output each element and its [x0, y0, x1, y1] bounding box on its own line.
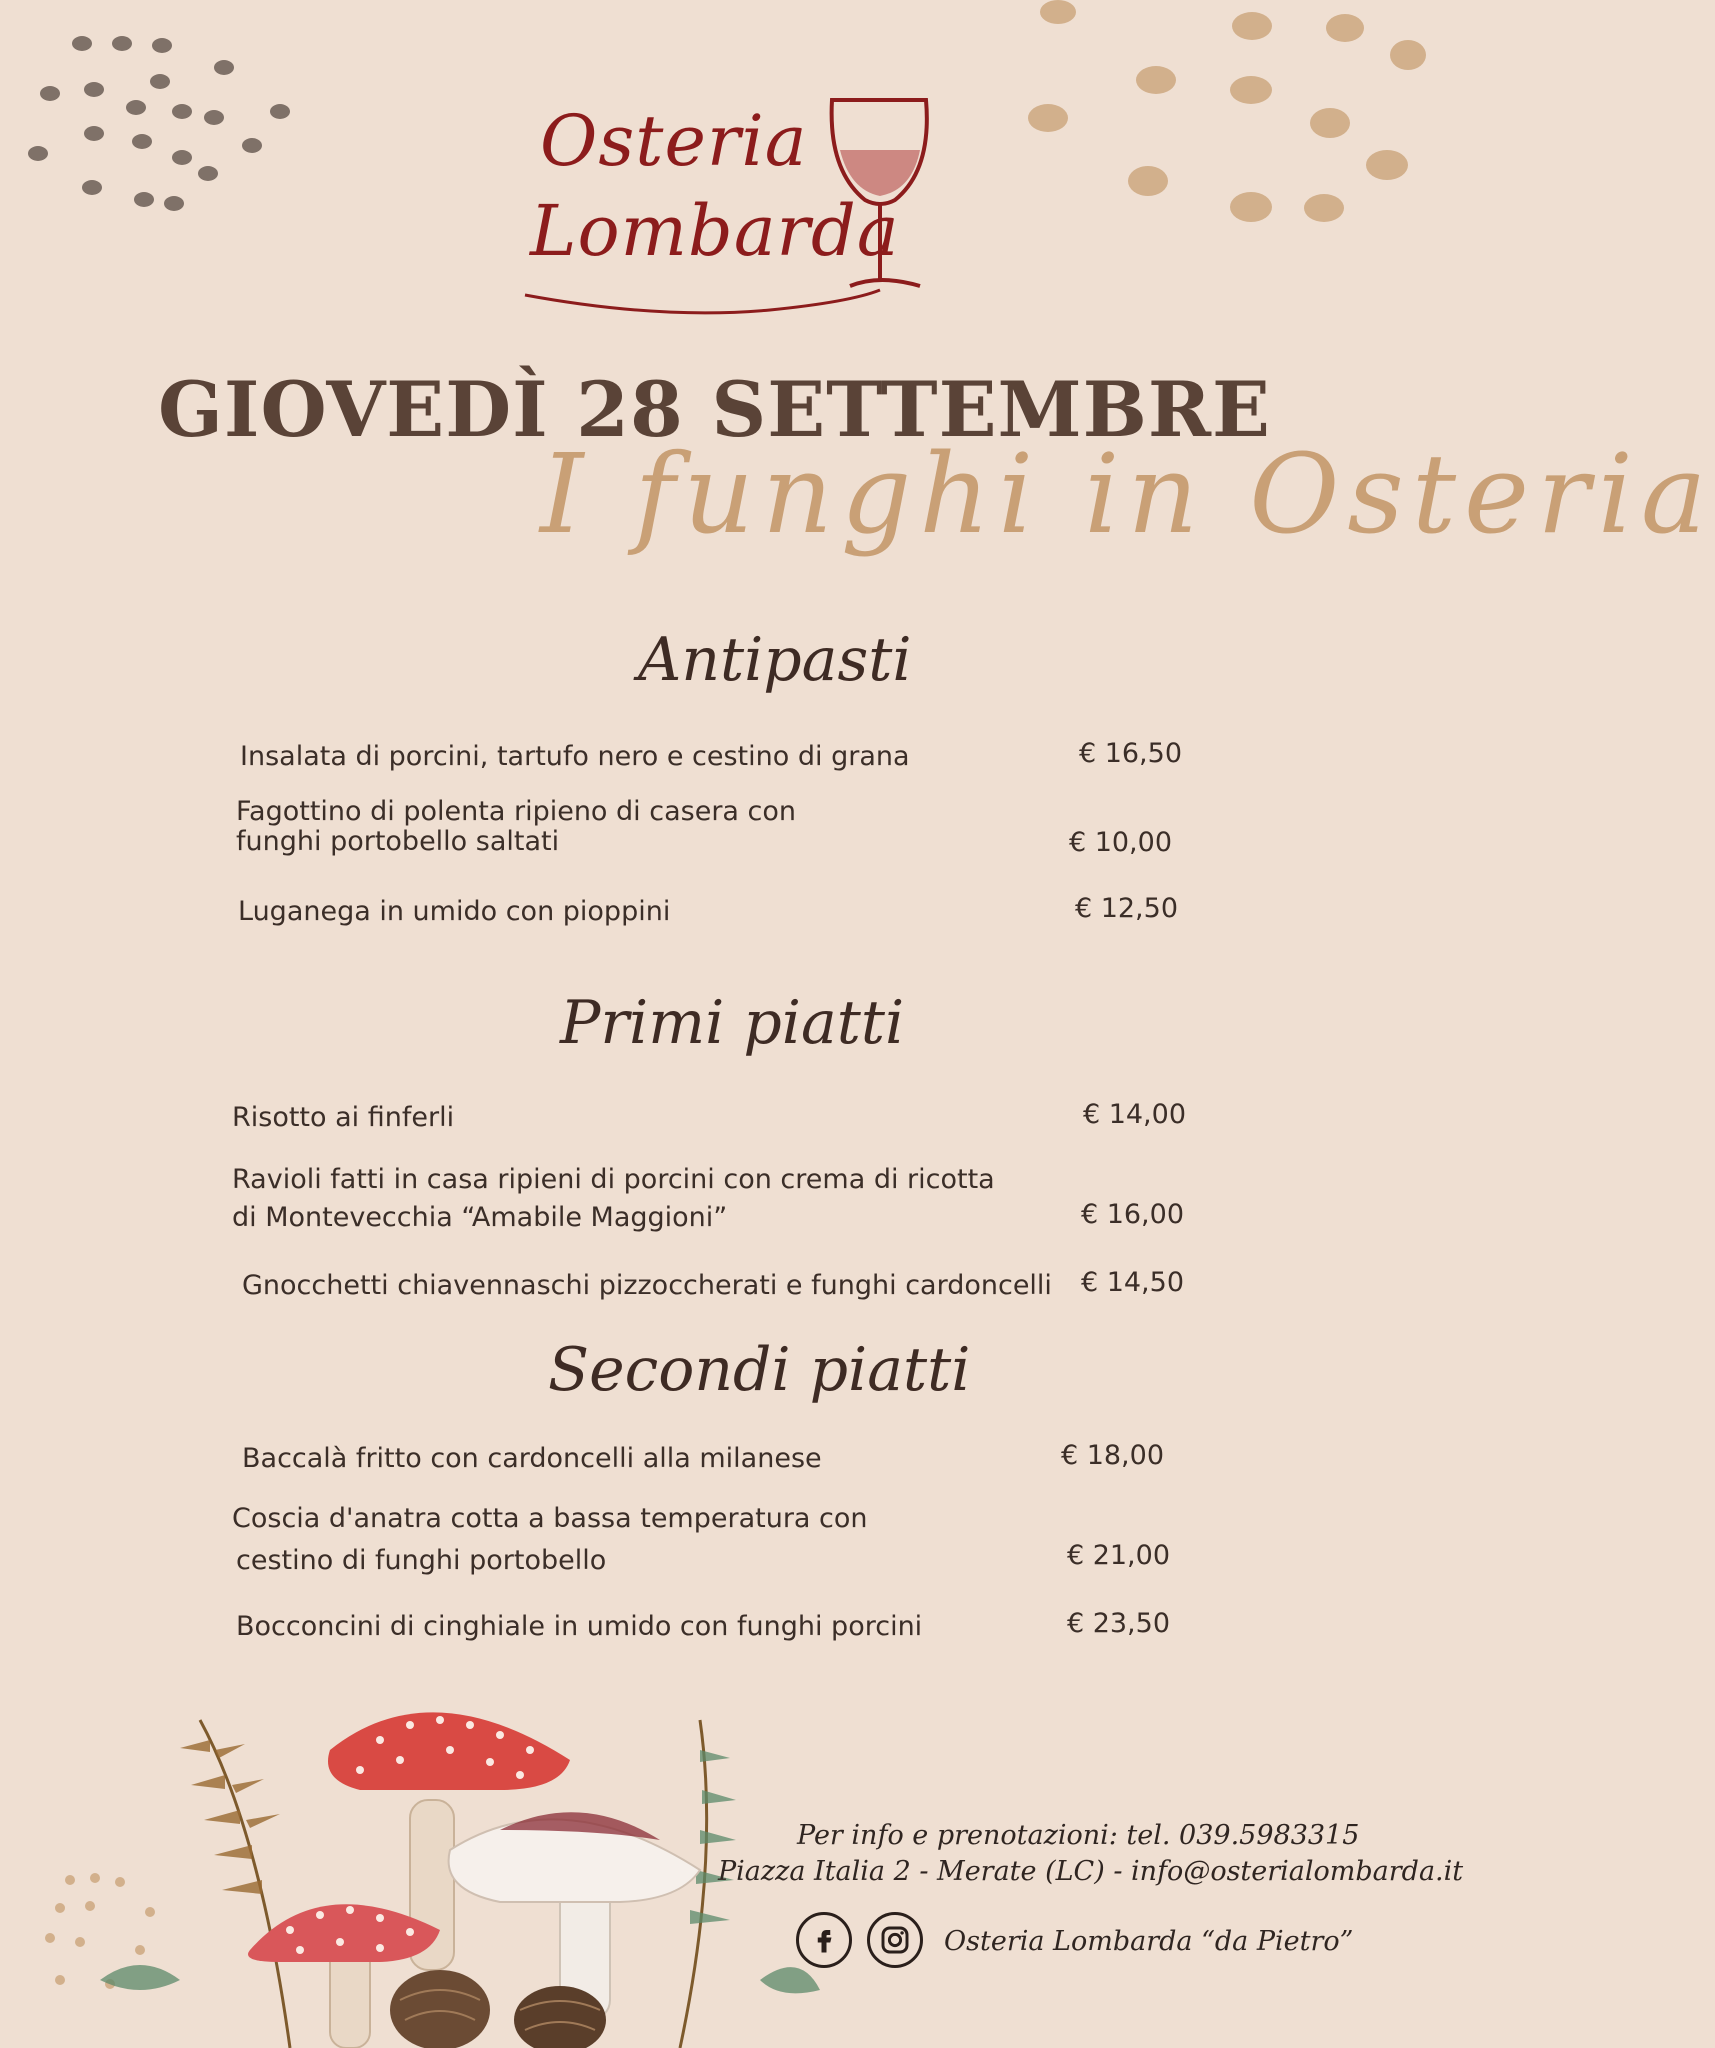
menu-item: [230, 1498, 1190, 1582]
menu-item-price: € 10,00: [1068, 827, 1172, 858]
menu-item-price: € 16,50: [1078, 738, 1182, 769]
menu-item-price: € 23,50: [1066, 1608, 1170, 1639]
menu-item-price: € 14,50: [1080, 1267, 1184, 1298]
logo-line-lombarda: Lombarda: [530, 190, 900, 272]
section-title-primi: Primi piatti: [560, 988, 905, 1058]
menu-item: [230, 1608, 1190, 1648]
menu-item-name: Fagottino di polenta ripieno di casera con funghi portobello saltati: [236, 796, 797, 857]
menu-item: [230, 1161, 1190, 1241]
instagram-glyph: [879, 1924, 911, 1956]
decorative-dots-left: [0, 0, 320, 230]
menu-item-name: Bocconcini di cinghiale in umido con funghi porcini: [236, 1611, 923, 1642]
menu-item: [230, 893, 1190, 933]
menu-item-name: Baccalà fritto con cardoncelli alla milanese: [242, 1443, 822, 1474]
menu-item-name: Risotto ai finferli: [232, 1102, 455, 1133]
facebook-glyph: [809, 1925, 839, 1955]
menu-item-price: € 21,00: [1066, 1540, 1170, 1571]
menu-item: [230, 797, 1190, 877]
section-title-secondi: Secondi piatti: [548, 1335, 971, 1405]
menu-item-name: Insalata di porcini, tartufo nero e cestino di grana: [240, 741, 910, 772]
section-title-antipasti: Antipasti: [638, 625, 912, 695]
decorative-dots-right: [1000, 0, 1439, 240]
menu-item-name: Luganega in umido con pioppini: [238, 896, 671, 927]
instagram-icon[interactable]: [867, 1912, 923, 1968]
mushroom-illustration: [0, 1680, 820, 2048]
menu-item-price: € 12,50: [1074, 893, 1178, 924]
menu-item: [230, 738, 1190, 778]
logo-line-osteria: Osteria: [540, 100, 808, 182]
restaurant-logo: [520, 90, 940, 320]
menu-item-price: € 14,00: [1082, 1099, 1186, 1130]
menu-item-price: € 18,00: [1060, 1440, 1164, 1471]
logo-underline-swash: [520, 280, 920, 320]
menu-item-name: Ravioli fatti in casa ripieni di porcini con crema di ricotta di Montevecchia “Amabile Maggioni”: [232, 1164, 995, 1233]
menu-item-name: Coscia d'anatra cotta a bassa temperatura con cestino di funghi portobello: [232, 1503, 868, 1576]
facebook-icon[interactable]: [796, 1912, 852, 1968]
menu-item: [230, 1099, 1190, 1139]
footer-address: Piazza Italia 2 - Merate (LC) - info@osterialombarda.it: [718, 1856, 1464, 1887]
footer-info: Per info e prenotazioni: tel. 039.5983315: [797, 1820, 1360, 1851]
wine-glass-icon: [820, 90, 940, 310]
menu-item: [230, 1267, 1190, 1307]
event-date-title: GIOVEDÌ 28 SETTEMBRE: [158, 365, 1271, 454]
menu-item-name: Gnocchetti chiavennaschi pizzoccherati e funghi cardoncelli: [242, 1270, 1052, 1301]
menu-item-price: € 16,00: [1080, 1199, 1184, 1230]
menu-item: [230, 1440, 1190, 1480]
event-subtitle: I funghi in Osteria: [540, 430, 1715, 558]
footer-social-name: Osteria Lombarda “da Pietro”: [944, 1926, 1354, 1957]
